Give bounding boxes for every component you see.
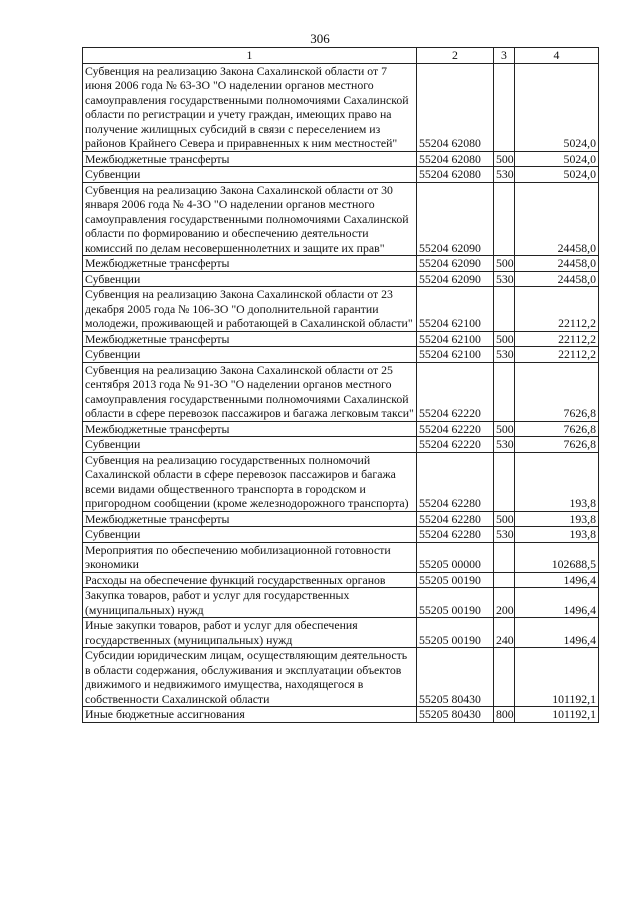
table-row: [83, 707, 599, 723]
row-expense-type: [494, 182, 515, 256]
row-description: Субвенция на реализацию государственных полномочий Сахалинской области в сфере перевозок пассажиров и багажа всеми видами общественного транспорта в городском и пригородном сообщении (кроме железнодорожного транспорта): [83, 452, 417, 511]
column-header-4: 4: [515, 48, 599, 64]
table-row: [83, 167, 599, 183]
row-code: 55204 62080: [417, 167, 494, 183]
row-expense-type: 200: [494, 588, 515, 618]
table-row: [83, 271, 599, 287]
row-description: Субвенции: [83, 347, 417, 363]
row-expense-type: 530: [494, 347, 515, 363]
row-description: Иные бюджетные ассигнования: [83, 707, 417, 723]
row-amount: 24458,0: [515, 182, 599, 256]
row-amount: 22112,2: [515, 331, 599, 347]
table-body: [83, 63, 599, 722]
row-description: Субвенция на реализацию Закона Сахалинской области от 7 июня 2006 года № 63-ЗО "О наделении органов местного самоуправления государственными полномочиями Сахалинской области по регистрации и учету граждан, имеющих право на получение жилищных субсидий в связи с переселением из районов Крайнего Севера и приравненных к ним местностей": [83, 63, 417, 151]
row-code: 55204 62220: [417, 421, 494, 437]
row-expense-type: [494, 452, 515, 511]
row-code: 55204 62220: [417, 362, 494, 421]
row-amount: 5024,0: [515, 63, 599, 151]
row-amount: 5024,0: [515, 151, 599, 167]
column-header-1: 1: [83, 48, 417, 64]
row-expense-type: [494, 572, 515, 588]
table-row: [83, 588, 599, 618]
row-code: 55204 62090: [417, 182, 494, 256]
table-row: [83, 63, 599, 151]
table-row: [83, 151, 599, 167]
table-row: [83, 182, 599, 256]
row-description: Расходы на обеспечение функций государственных органов: [83, 572, 417, 588]
row-amount: 24458,0: [515, 256, 599, 272]
row-code: 55205 80430: [417, 648, 494, 707]
row-description: Межбюджетные трансферты: [83, 256, 417, 272]
table-row: [83, 527, 599, 543]
row-amount: 1496,4: [515, 588, 599, 618]
row-code: 55205 00190: [417, 588, 494, 618]
table-row: [83, 648, 599, 707]
column-header-2: 2: [417, 48, 494, 64]
row-amount: 24458,0: [515, 271, 599, 287]
row-expense-type: 500: [494, 151, 515, 167]
row-code: 55205 00190: [417, 572, 494, 588]
table-row: [83, 421, 599, 437]
row-description: Субвенция на реализацию Закона Сахалинской области от 25 сентября 2013 года № 91-ЗО "О наделении органов местного самоуправления государственными полномочиями Сахалинской области в сфере перевозок пассажиров и багажа легковым такси": [83, 362, 417, 421]
row-description: Межбюджетные трансферты: [83, 511, 417, 527]
row-amount: 1496,4: [515, 618, 599, 648]
row-description: Мероприятия по обеспечению мобилизационной готовности экономики: [83, 542, 417, 572]
row-description: Субвенции: [83, 527, 417, 543]
row-amount: 22112,2: [515, 287, 599, 332]
row-amount: 1496,4: [515, 572, 599, 588]
table-row: [83, 362, 599, 421]
table-row: [83, 511, 599, 527]
row-amount: 193,8: [515, 452, 599, 511]
row-expense-type: [494, 362, 515, 421]
row-code: 55204 62080: [417, 63, 494, 151]
row-expense-type: 240: [494, 618, 515, 648]
row-amount: 5024,0: [515, 167, 599, 183]
row-expense-type: 530: [494, 527, 515, 543]
row-code: 55204 62100: [417, 347, 494, 363]
row-code: 55205 00000: [417, 542, 494, 572]
budget-table: [82, 47, 599, 723]
table-row: [83, 331, 599, 347]
row-code: 55204 62280: [417, 511, 494, 527]
row-code: 55204 62090: [417, 271, 494, 287]
row-description: Субсидии юридическим лицам, осуществляющим деятельность в области содержания, обслуживания и эксплуатации объектов движимого и недвижимого имущества, находящегося в собственности Сахалинской области: [83, 648, 417, 707]
row-code: 55204 62080: [417, 151, 494, 167]
table-row: [83, 542, 599, 572]
row-expense-type: 500: [494, 256, 515, 272]
table-row: [83, 347, 599, 363]
row-code: 55204 62280: [417, 527, 494, 543]
row-amount: 102688,5: [515, 542, 599, 572]
row-code: 55204 62100: [417, 287, 494, 332]
row-expense-type: 500: [494, 331, 515, 347]
table-row: [83, 618, 599, 648]
row-expense-type: 530: [494, 167, 515, 183]
row-expense-type: [494, 542, 515, 572]
table-row: [83, 572, 599, 588]
row-code: 55204 62090: [417, 256, 494, 272]
row-amount: 7626,8: [515, 362, 599, 421]
row-amount: 193,8: [515, 527, 599, 543]
page-number: 306: [310, 31, 330, 46]
row-expense-type: 530: [494, 271, 515, 287]
row-expense-type: 500: [494, 421, 515, 437]
table-header-row: [83, 48, 599, 64]
table-row: [83, 452, 599, 511]
row-amount: 193,8: [515, 511, 599, 527]
row-amount: 7626,8: [515, 437, 599, 453]
row-code: 55205 00190: [417, 618, 494, 648]
row-description: Субвенция на реализацию Закона Сахалинской области от 30 января 2006 года № 4-ЗО "О наделении органов местного самоуправления государственными полномочиями Сахалинской области по формированию и обеспечению деятельности комиссий по делам несовершеннолетних и защите их прав": [83, 182, 417, 256]
row-description: Межбюджетные трансферты: [83, 151, 417, 167]
table-row: [83, 437, 599, 453]
row-description: Субвенции: [83, 437, 417, 453]
row-code: 55204 62280: [417, 452, 494, 511]
row-description: Межбюджетные трансферты: [83, 331, 417, 347]
row-expense-type: 500: [494, 511, 515, 527]
row-description: Субвенции: [83, 167, 417, 183]
row-code: 55204 62100: [417, 331, 494, 347]
row-expense-type: 800: [494, 707, 515, 723]
row-amount: 22112,2: [515, 347, 599, 363]
table-row: [83, 256, 599, 272]
row-expense-type: [494, 63, 515, 151]
column-header-3: 3: [494, 48, 515, 64]
row-amount: 101192,1: [515, 707, 599, 723]
row-expense-type: 530: [494, 437, 515, 453]
row-description: Межбюджетные трансферты: [83, 421, 417, 437]
row-description: Закупка товаров, работ и услуг для государственных (муниципальных) нужд: [83, 588, 417, 618]
row-code: 55205 80430: [417, 707, 494, 723]
row-expense-type: [494, 648, 515, 707]
row-amount: 101192,1: [515, 648, 599, 707]
row-description: Субвенция на реализацию Закона Сахалинской области от 23 декабря 2005 года № 106-ЗО "О дополнительной гарантии молодежи, проживающей и работающей в Сахалинской области": [83, 287, 417, 332]
row-code: 55204 62220: [417, 437, 494, 453]
row-description: Субвенции: [83, 271, 417, 287]
row-description: Иные закупки товаров, работ и услуг для обеспечения государственных (муниципальных) нужд: [83, 618, 417, 648]
row-amount: 7626,8: [515, 421, 599, 437]
row-expense-type: [494, 287, 515, 332]
table-row: [83, 287, 599, 332]
